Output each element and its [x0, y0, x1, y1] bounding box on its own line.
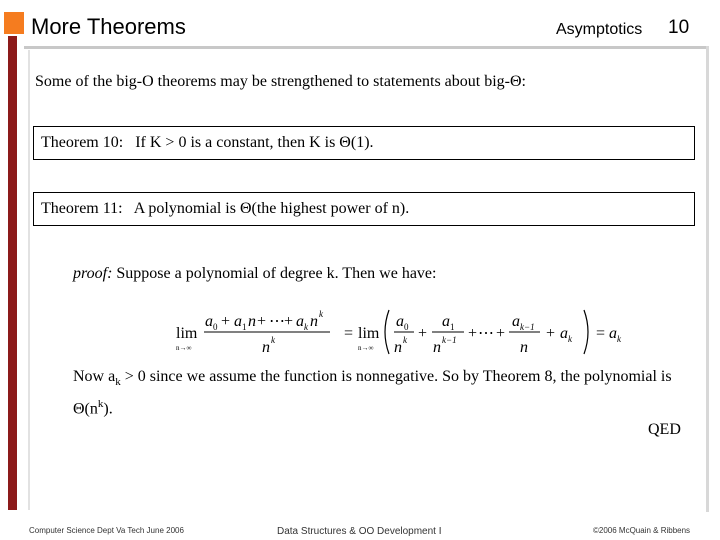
lim-left: lim	[176, 325, 198, 342]
plus-sign: +	[284, 313, 294, 330]
proof-label: proof:	[73, 265, 113, 282]
coef-sub-k: k	[304, 322, 308, 332]
ellipsis: ⋯	[269, 313, 285, 330]
lim-right: lim	[358, 325, 380, 342]
theorem-10-text: If K > 0 is a constant, then K is Θ(1).	[135, 134, 374, 151]
var-n: n	[433, 339, 441, 356]
coef-sub-0: 0	[213, 322, 218, 332]
var-n: n	[262, 339, 270, 356]
coef-sub-km1: k−1	[520, 322, 535, 332]
coef-sub-0: 0	[404, 322, 409, 332]
left-paren	[385, 310, 389, 354]
proof-text: Suppose a polynomial of degree k. Then we have:	[116, 265, 437, 282]
proof-line	[73, 264, 436, 284]
content-left-border	[28, 50, 30, 510]
conclusion-subscript: k	[115, 376, 121, 389]
plus-sign: +	[418, 325, 428, 342]
equals-sign: =	[344, 325, 354, 342]
intro-text: Some of the big-O theorems may be strengthened to statements about big-Θ:	[35, 73, 526, 90]
exp-km1: k−1	[442, 335, 457, 345]
var-n: n	[394, 339, 402, 356]
coef-a: a	[512, 313, 520, 330]
var-n: n	[310, 313, 318, 330]
title-accent-square	[4, 12, 24, 34]
coef-a: a	[234, 313, 242, 330]
conclusion-suffix: ).	[103, 400, 113, 418]
coef-sub-k: k	[617, 334, 621, 344]
plus-sign: +	[468, 325, 478, 342]
slide-topic: Asymptotics	[556, 21, 643, 38]
theorem-10-box	[33, 126, 695, 160]
footer-center: Data Structures & OO Development I	[277, 526, 442, 537]
coef-a: a	[296, 313, 304, 330]
lim-left-sub: n→∞	[176, 344, 192, 352]
left-accent-bar	[8, 36, 17, 510]
theorem-11-box	[33, 192, 695, 226]
limit-formula	[172, 304, 622, 358]
footer-right: ©2006 McQuain & Ribbens	[593, 526, 691, 535]
plus-sign: +	[546, 325, 556, 342]
theorem-10-label: Theorem 10:	[41, 134, 124, 151]
slide-number: 10	[668, 17, 690, 38]
var-n: n	[248, 313, 256, 330]
coef-a: a	[396, 313, 404, 330]
coef-a: a	[442, 313, 450, 330]
slide-title: More Theorems	[31, 14, 186, 39]
theorem-11-label: Theorem 11:	[41, 200, 123, 217]
coef-a: a	[560, 325, 568, 342]
coef-sub-k: k	[568, 334, 572, 344]
exp-k: k	[403, 335, 407, 345]
footer-left: Computer Science Dept Va Tech June 2006	[29, 526, 184, 535]
conclusion-text	[73, 366, 673, 421]
coef-a: a	[609, 325, 617, 342]
plus-sign: +	[257, 313, 267, 330]
coef-sub-1: 1	[450, 322, 455, 332]
conclusion-superscript: k	[97, 398, 104, 411]
exp-k: k	[319, 309, 323, 319]
qed-mark: QED	[648, 421, 681, 438]
conclusion-prefix: Now a	[73, 368, 116, 385]
right-border	[706, 46, 709, 512]
ellipsis: ⋯	[478, 325, 494, 342]
coef-a: a	[205, 313, 213, 330]
theorem-11-text: A polynomial is Θ(the highest power of n).	[133, 200, 410, 217]
coef-sub-1: 1	[242, 322, 247, 332]
lim-right-sub: n→∞	[358, 344, 374, 352]
equals-sign: =	[596, 325, 606, 342]
exp-k: k	[271, 335, 275, 345]
plus-sign: +	[221, 313, 231, 330]
right-paren	[584, 310, 588, 354]
plus-sign: +	[496, 325, 506, 342]
var-n: n	[520, 339, 528, 356]
conclusion-middle: > 0 since we assume the function is nonnegative. So by Theorem 8, the polynomial is Θ(n	[73, 368, 672, 418]
header-divider	[24, 46, 708, 49]
